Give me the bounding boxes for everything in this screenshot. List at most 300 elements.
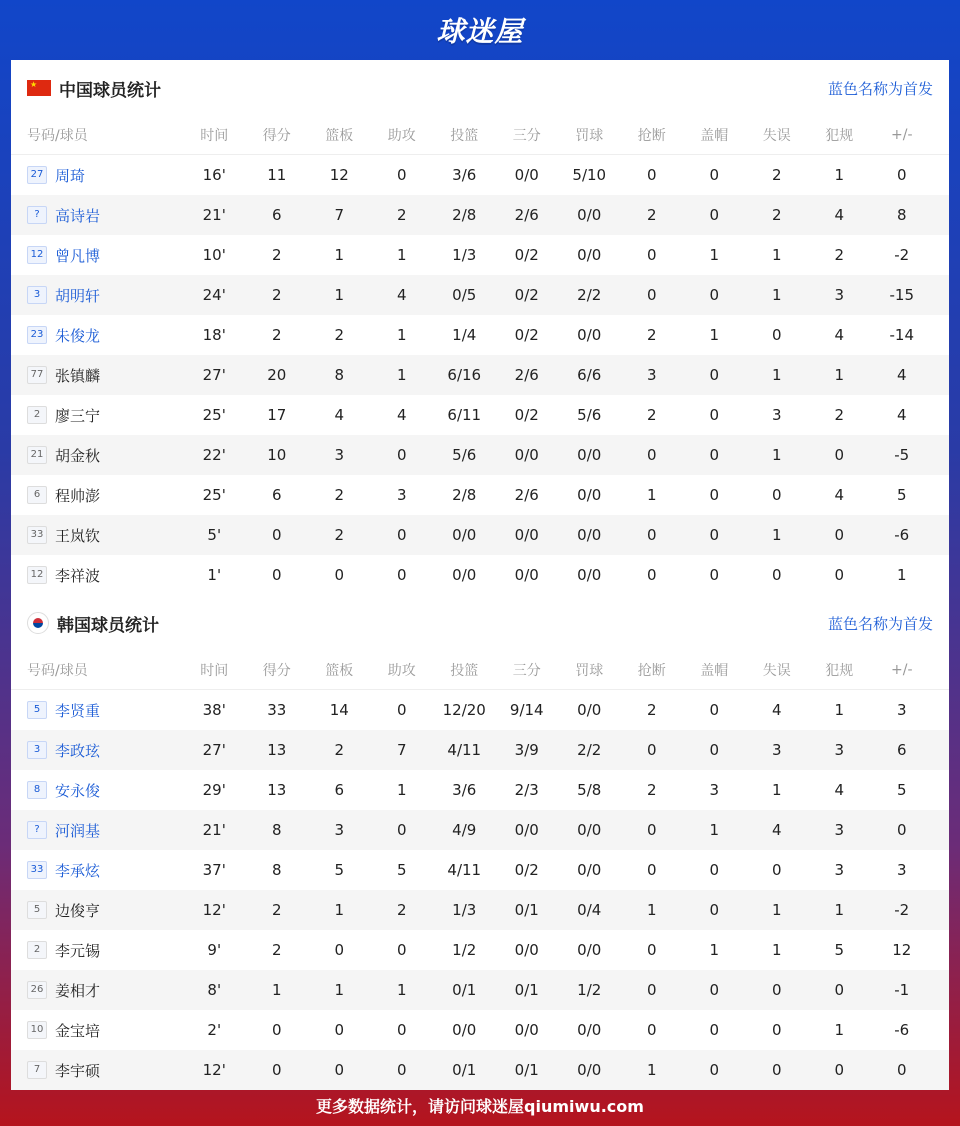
stat-cell: 4 [834, 206, 845, 224]
stat-cell: 1 [834, 166, 845, 184]
stat-cell: 7 [334, 206, 345, 224]
stat-cell: 0 [646, 526, 657, 544]
stat-cell: 9' [207, 941, 222, 959]
jersey-number-badge: 26 [27, 981, 47, 999]
starter-legend-note: 蓝色名称为首发 [827, 614, 933, 633]
stat-cell: 1 [334, 901, 345, 919]
table-row [11, 1010, 949, 1050]
stat-cell: 0 [771, 861, 782, 879]
stat-cell: 0/1 [452, 1061, 477, 1079]
jersey-number-badge: 3 [27, 286, 47, 304]
stat-cell: 8 [271, 821, 282, 839]
stat-cell: 0/4 [577, 901, 602, 919]
stat-cell: 1 [771, 446, 782, 464]
column-header: 抢断 [637, 128, 666, 144]
jersey-number-badge: 5 [27, 901, 47, 919]
stat-cell: 0 [709, 1061, 720, 1079]
player-name[interactable]: 安永俊 [55, 781, 101, 800]
stat-cell: 1 [334, 286, 345, 304]
player-name[interactable]: 高诗岩 [55, 206, 101, 225]
stat-cell: 21' [202, 206, 226, 224]
stat-cell: 0/2 [514, 246, 539, 264]
stat-cell: 1/2 [452, 941, 477, 959]
column-header: 罚球 [575, 663, 604, 679]
player-name[interactable]: 李承炫 [55, 861, 101, 880]
stat-cell: 0 [271, 566, 282, 584]
stat-cell: 18' [202, 326, 226, 344]
stat-cell: 0 [709, 861, 720, 879]
stat-cell: 12' [202, 901, 226, 919]
stat-cell: 1 [834, 701, 845, 719]
stat-cell: 0 [334, 1061, 345, 1079]
stat-cell: 0/0 [452, 566, 477, 584]
column-header: 得分 [262, 663, 291, 679]
stat-cell: 2 [271, 286, 282, 304]
stat-cell: -2 [894, 901, 910, 919]
team-section [11, 60, 949, 595]
stat-cell: 7 [396, 741, 407, 759]
stat-cell: 11 [267, 166, 287, 184]
stat-cell: 0 [396, 1021, 407, 1039]
player-cell [11, 740, 183, 761]
stat-cell: 3/6 [452, 781, 477, 799]
stat-cell: 3/6 [452, 166, 477, 184]
stat-cell: 16' [202, 166, 226, 184]
jersey-number-badge: 2 [27, 941, 47, 959]
table-header [11, 116, 949, 155]
stat-cell: 0/0 [514, 821, 539, 839]
stat-cell: 2 [646, 206, 657, 224]
stats-card [11, 60, 949, 1084]
stat-cell: 0 [709, 741, 720, 759]
jersey-number-badge: 8 [27, 781, 47, 799]
stat-cell: 13 [267, 741, 287, 759]
stat-cell: 0 [709, 366, 720, 384]
stat-cell: 0/1 [514, 901, 539, 919]
stat-cell: 2/6 [514, 486, 539, 504]
stat-cell: 0/0 [577, 701, 602, 719]
stat-cell: 5 [334, 861, 345, 879]
player-name: 廖三宁 [55, 406, 101, 425]
stat-cell: 0 [334, 1021, 345, 1039]
player-cell [11, 700, 183, 721]
stat-cell: 0 [709, 446, 720, 464]
stat-cell: 0 [896, 821, 907, 839]
column-header: 三分 [512, 128, 541, 144]
stat-cell: 2/8 [452, 486, 477, 504]
stat-cell: 5' [207, 526, 222, 544]
column-header: 盖帽 [700, 663, 729, 679]
column-header: +/- [891, 662, 913, 678]
stat-cell: 25' [202, 486, 226, 504]
stat-cell: 1 [771, 901, 782, 919]
player-name[interactable]: 李贤重 [55, 701, 101, 720]
stat-cell: 4 [896, 406, 907, 424]
stat-cell: 0 [646, 446, 657, 464]
table-row [11, 395, 949, 435]
column-header: 时间 [200, 128, 229, 144]
stat-cell: 0 [396, 166, 407, 184]
stat-cell: 0/0 [514, 446, 539, 464]
stat-cell: -6 [894, 1021, 910, 1039]
stat-cell: 0 [646, 566, 657, 584]
player-name: 李宇硕 [55, 1061, 101, 1080]
player-cell [11, 980, 183, 1001]
player-name[interactable]: 周琦 [55, 166, 86, 185]
player-cell [11, 445, 183, 466]
column-header: 号码/球员 [27, 128, 88, 144]
stat-cell: 1 [771, 286, 782, 304]
stat-cell: 0 [709, 486, 720, 504]
stat-cell: 1 [396, 326, 407, 344]
stat-cell: 2 [771, 166, 782, 184]
stat-cell: 2 [396, 206, 407, 224]
stat-cell: 2 [396, 901, 407, 919]
column-header: 犯规 [825, 128, 854, 144]
jersey-number-badge: 3 [27, 741, 47, 759]
column-header: 助攻 [387, 663, 416, 679]
jersey-number-badge: 23 [27, 326, 47, 344]
stat-cell: 2 [334, 326, 345, 344]
jersey-number-badge: 6 [27, 486, 47, 504]
table-row [11, 195, 949, 235]
stat-cell: 0 [771, 486, 782, 504]
table-row [11, 275, 949, 315]
stat-cell: 0 [646, 821, 657, 839]
stat-cell: 0/0 [514, 1021, 539, 1039]
stat-cell: 3 [771, 406, 782, 424]
stat-cell: 4 [396, 406, 407, 424]
stat-cell: 0 [646, 286, 657, 304]
stat-cell: 0 [834, 981, 845, 999]
stat-cell: 0 [334, 566, 345, 584]
table-row [11, 930, 949, 970]
player-cell [11, 285, 183, 306]
stat-cell: 1 [709, 821, 720, 839]
stat-cell: 0 [396, 446, 407, 464]
stat-cell: 1 [771, 526, 782, 544]
column-header: 篮板 [325, 663, 354, 679]
player-name[interactable]: 李政玹 [55, 741, 101, 760]
stat-cell: 0/0 [577, 526, 602, 544]
stat-cell: 2 [271, 246, 282, 264]
stat-cell: 3 [834, 861, 845, 879]
table-row [11, 850, 949, 890]
stat-cell: 1 [771, 246, 782, 264]
table-row [11, 890, 949, 930]
table-row [11, 155, 949, 195]
player-cell [11, 485, 183, 506]
footer-banner[interactable] [0, 1084, 960, 1126]
jersey-number-badge: ? [27, 821, 47, 839]
stat-cell: 0/2 [514, 861, 539, 879]
player-name[interactable]: 朱俊龙 [55, 326, 101, 345]
player-name: 李元锡 [55, 941, 101, 960]
stat-cell: 14 [329, 701, 349, 719]
stat-cell: 3 [896, 861, 907, 879]
stat-cell: 1 [396, 981, 407, 999]
stat-cell: 1 [709, 941, 720, 959]
stat-cell: 0/0 [577, 486, 602, 504]
brand-logo: 球迷屋 [436, 15, 524, 48]
stat-cell: 2/6 [514, 366, 539, 384]
stat-cell: 3 [834, 741, 845, 759]
stat-cell: 1 [771, 781, 782, 799]
jersey-number-badge: 5 [27, 701, 47, 719]
column-header: 篮板 [325, 128, 354, 144]
stat-cell: 1 [646, 486, 657, 504]
stat-cell: 2 [646, 326, 657, 344]
stat-cell: 29' [202, 781, 226, 799]
table-row [11, 235, 949, 275]
stat-cell: 0/0 [452, 1021, 477, 1039]
stat-cell: 12 [892, 941, 912, 959]
stat-cell: 0 [709, 286, 720, 304]
stat-cell: 1' [207, 566, 222, 584]
stat-cell: 0 [396, 821, 407, 839]
stat-cell: 0/0 [577, 1061, 602, 1079]
stat-cell: 1 [334, 246, 345, 264]
stat-cell: 10 [267, 446, 287, 464]
table-row [11, 515, 949, 555]
stat-cell: 2 [334, 526, 345, 544]
stat-cell: 9/14 [509, 701, 544, 719]
player-name: 边俊亨 [55, 901, 101, 920]
jersey-number-badge: 27 [27, 166, 47, 184]
stat-cell: 10' [202, 246, 226, 264]
stat-cell: 33 [267, 701, 287, 719]
jersey-number-badge: ? [27, 206, 47, 224]
stat-cell: 0 [771, 1021, 782, 1039]
column-header: 犯规 [825, 663, 854, 679]
jersey-number-badge: 12 [27, 566, 47, 584]
stat-cell: 12 [329, 166, 349, 184]
column-header: 抢断 [637, 663, 666, 679]
table-row [11, 435, 949, 475]
stat-cell: 13 [267, 781, 287, 799]
stat-cell: 0/0 [577, 206, 602, 224]
stat-cell: 4 [771, 821, 782, 839]
table-row [11, 810, 949, 850]
jersey-number-badge: 77 [27, 366, 47, 384]
stat-cell: 0 [834, 526, 845, 544]
stat-cell: 0 [709, 701, 720, 719]
stat-cell: 0/0 [577, 861, 602, 879]
stat-cell: 0/0 [577, 326, 602, 344]
player-name: 金宝培 [55, 1021, 101, 1040]
stat-cell: 3 [334, 821, 345, 839]
column-header: 罚球 [575, 128, 604, 144]
player-cell [11, 860, 183, 881]
stat-cell: 1 [834, 901, 845, 919]
stat-cell: 2 [271, 941, 282, 959]
player-name[interactable]: 曾凡博 [55, 246, 101, 265]
stat-cell: 0 [771, 566, 782, 584]
stat-cell: 1 [646, 901, 657, 919]
section-header [11, 60, 949, 116]
stat-cell: 0 [646, 1021, 657, 1039]
stat-cell: 0 [646, 861, 657, 879]
stat-cell: 1 [646, 1061, 657, 1079]
stat-cell: 0 [709, 206, 720, 224]
stat-cell: 2/8 [452, 206, 477, 224]
stat-cell: 0 [771, 1061, 782, 1079]
stat-cell: 0/0 [577, 246, 602, 264]
stat-cell: 5/10 [572, 166, 607, 184]
stat-cell: 0 [834, 446, 845, 464]
section-title: 中国球员统计 [59, 80, 161, 101]
stat-cell: 0 [396, 941, 407, 959]
table-row [11, 355, 949, 395]
stat-cell: 20 [267, 366, 287, 384]
column-header: 得分 [262, 128, 291, 144]
stat-cell: 0 [646, 741, 657, 759]
stat-cell: 0/0 [577, 1021, 602, 1039]
starter-legend-note: 蓝色名称为首发 [827, 79, 933, 98]
stat-cell: 1 [271, 981, 282, 999]
player-name: 王岚钦 [55, 526, 101, 545]
stat-cell: 1/3 [452, 246, 477, 264]
stat-cell: 4/11 [447, 741, 482, 759]
column-header: 三分 [512, 663, 541, 679]
jersey-number-badge: 33 [27, 526, 47, 544]
stat-cell: 6/6 [577, 366, 602, 384]
stat-cell: 0 [646, 246, 657, 264]
stat-cell: 4 [334, 406, 345, 424]
player-cell [11, 405, 183, 426]
stat-cell: 3 [896, 701, 907, 719]
table-row [11, 555, 949, 595]
player-cell [11, 365, 183, 386]
stat-cell: 3 [709, 781, 720, 799]
stat-cell: 2 [646, 406, 657, 424]
jersey-number-badge: 10 [27, 1021, 47, 1039]
player-cell [11, 165, 183, 186]
player-name: 胡金秋 [55, 446, 101, 465]
section-header [11, 595, 949, 651]
stat-cell: 1/4 [452, 326, 477, 344]
column-header: +/- [891, 127, 913, 143]
table-row [11, 315, 949, 355]
column-header: 投篮 [450, 128, 479, 144]
stat-cell: 3 [771, 741, 782, 759]
column-header: 投篮 [450, 663, 479, 679]
stat-cell: 1 [771, 366, 782, 384]
stat-cell: 0/0 [514, 526, 539, 544]
player-name[interactable]: 胡明轩 [55, 286, 101, 305]
stat-cell: -5 [894, 446, 910, 464]
stat-cell: 6 [271, 486, 282, 504]
stat-cell: -2 [894, 246, 910, 264]
stat-cell: 17 [267, 406, 287, 424]
player-name: 张镇麟 [55, 366, 101, 385]
stat-cell: 5 [834, 941, 845, 959]
stat-cell: 4 [834, 486, 845, 504]
stat-cell: 1 [709, 246, 720, 264]
stat-cell: 12' [202, 1061, 226, 1079]
player-cell [11, 1060, 183, 1081]
stat-cell: 1 [834, 366, 845, 384]
stat-cell: 0 [271, 526, 282, 544]
player-name: 李祥波 [55, 566, 101, 585]
stat-cell: 0/0 [514, 166, 539, 184]
stat-cell: -1 [894, 981, 910, 999]
stat-cell: 2 [771, 206, 782, 224]
stat-cell: 25' [202, 406, 226, 424]
stat-cell: 2 [334, 486, 345, 504]
player-cell [11, 780, 183, 801]
stat-cell: 0 [271, 1021, 282, 1039]
stat-cell: 0 [396, 701, 407, 719]
player-name[interactable]: 河润基 [55, 821, 101, 840]
stat-cell: 6 [896, 741, 907, 759]
stat-cell: 2/6 [514, 206, 539, 224]
table-row [11, 690, 949, 730]
table-row [11, 770, 949, 810]
stat-cell: 27' [202, 366, 226, 384]
stat-cell: 5/6 [577, 406, 602, 424]
stat-cell: 8 [896, 206, 907, 224]
player-name: 程帅澎 [55, 486, 101, 505]
stat-cell: 0/1 [514, 981, 539, 999]
stat-cell: 0/0 [577, 941, 602, 959]
footer-text[interactable]: 更多数据统计，请访问球迷屋qiumiwu.com [316, 1096, 644, 1116]
stat-cell: 2 [646, 781, 657, 799]
stat-cell: 5 [396, 861, 407, 879]
stat-cell: 2/3 [514, 781, 539, 799]
stat-cell: 27' [202, 741, 226, 759]
stat-cell: 1/3 [452, 901, 477, 919]
stat-cell: 0/0 [577, 821, 602, 839]
stat-cell: 8 [271, 861, 282, 879]
player-cell [11, 525, 183, 546]
stat-cell: 1 [771, 941, 782, 959]
table-header [11, 651, 949, 690]
stat-cell: 4 [396, 286, 407, 304]
stat-cell: 0 [709, 406, 720, 424]
stat-cell: 1 [396, 781, 407, 799]
jersey-number-badge: 7 [27, 1061, 47, 1079]
kr-flag-icon [27, 612, 49, 634]
stat-cell: 21' [202, 821, 226, 839]
section-title: 韩国球员统计 [57, 615, 159, 636]
column-header: 盖帽 [700, 128, 729, 144]
stat-cell: 3 [834, 821, 845, 839]
stat-cell: 0 [709, 1021, 720, 1039]
stat-cell: 0/0 [514, 941, 539, 959]
stat-cell: 0 [646, 166, 657, 184]
stat-cell: 1 [396, 366, 407, 384]
player-cell [11, 565, 183, 586]
stat-cell: 0 [709, 981, 720, 999]
stat-cell: 3/9 [514, 741, 539, 759]
stat-cell: 0 [896, 166, 907, 184]
stat-cell: 4/9 [452, 821, 477, 839]
stat-cell: 2 [834, 406, 845, 424]
stat-cell: 37' [202, 861, 226, 879]
stat-cell: 0/2 [514, 286, 539, 304]
stat-cell: 0/2 [514, 406, 539, 424]
stat-cell: 0 [709, 901, 720, 919]
stat-cell: 1/2 [577, 981, 602, 999]
stat-cell: 12/20 [442, 701, 486, 719]
stat-cell: 0/5 [452, 286, 477, 304]
stat-cell: 2/2 [577, 741, 602, 759]
stat-cell: 0/1 [452, 981, 477, 999]
player-cell [11, 820, 183, 841]
column-header: 助攻 [387, 128, 416, 144]
stat-cell: 6/16 [447, 366, 482, 384]
